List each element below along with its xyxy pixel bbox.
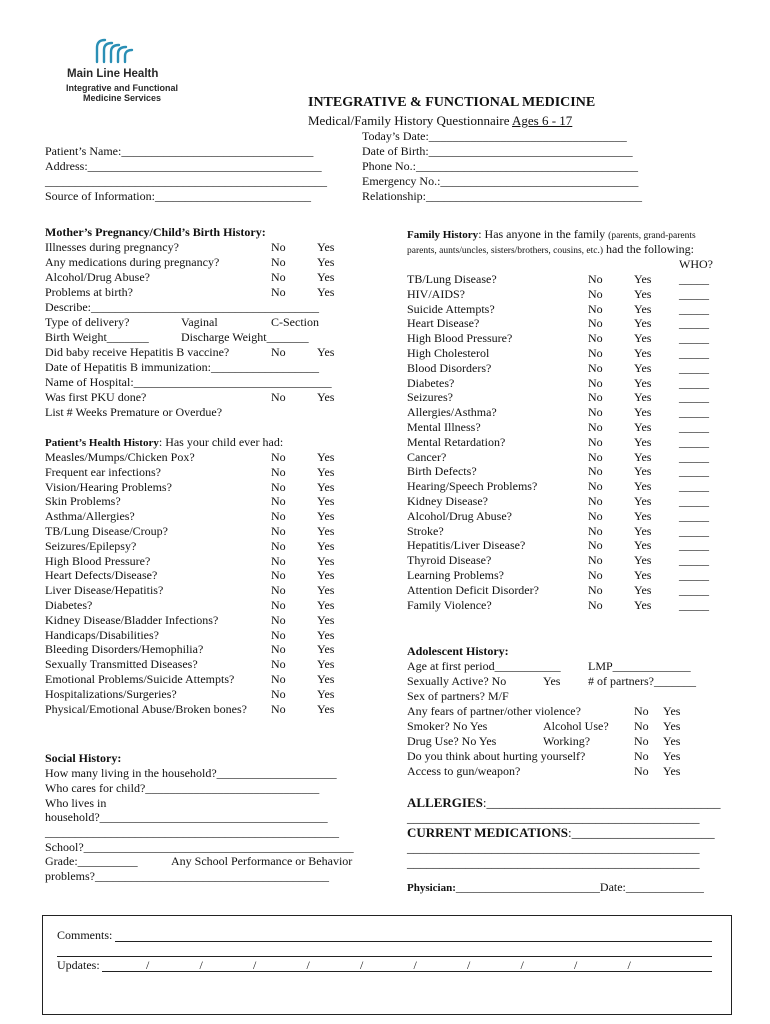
health-no-option[interactable]: No <box>271 553 286 568</box>
age-first-period-field[interactable]: Age at first period___________ <box>407 659 561 673</box>
family-who-field[interactable]: _____ <box>679 494 709 508</box>
updates-line[interactable] <box>102 971 712 972</box>
health-yes-option[interactable]: Yes <box>317 686 335 701</box>
health-no-option[interactable]: No <box>271 568 286 583</box>
family-question: Thyroid Disease? <box>407 553 492 568</box>
family-question: Kidney Disease? <box>407 494 488 508</box>
pregnancy-no-option[interactable]: No <box>271 270 286 284</box>
family-who-field[interactable]: _____ <box>679 272 709 286</box>
relationship-field[interactable]: Relationship:____________________________________ <box>362 189 642 203</box>
social-field[interactable]: Who cares for child?_____________________________ <box>45 780 320 795</box>
family-yes-option[interactable]: Yes <box>634 582 652 597</box>
family-who-field[interactable]: _____ <box>679 405 709 420</box>
family-question: Diabetes? <box>407 375 455 390</box>
fears-yes[interactable]: Yes <box>663 704 681 718</box>
family-yes-option[interactable]: Yes <box>634 597 652 612</box>
family-yes-option[interactable]: Yes <box>634 272 652 286</box>
health-yes-option[interactable]: Yes <box>317 612 335 627</box>
family-who-field[interactable]: _____ <box>679 553 709 568</box>
pregnancy-no-option[interactable]: No <box>271 285 286 299</box>
family-who-field[interactable]: _____ <box>679 360 709 375</box>
family-no-option[interactable]: No <box>588 346 603 360</box>
family-yes-option[interactable]: Yes <box>634 420 652 434</box>
family-who-field[interactable]: _____ <box>679 420 709 434</box>
family-yes-option[interactable]: Yes <box>634 568 652 582</box>
health-yes-option[interactable]: Yes <box>317 627 335 642</box>
hurting-question: Do you think about hurting yourself? <box>407 749 586 763</box>
hepb-date-field[interactable]: Date of Hepatitis B immunization:__________________ <box>45 360 319 374</box>
main-line-health-logo-icon <box>94 34 136 64</box>
family-no-option[interactable]: No <box>588 449 603 464</box>
health-question: Diabetes? <box>45 598 93 612</box>
hurting-no[interactable]: No <box>634 749 649 763</box>
health-no-option[interactable]: No <box>271 642 286 657</box>
birth-weight-field[interactable]: Birth Weight_______ <box>45 330 149 344</box>
health-question: Handicaps/Disabilities? <box>45 627 159 642</box>
family-no-option[interactable]: No <box>588 405 603 420</box>
lmp-field[interactable]: LMP_____________ <box>588 659 691 673</box>
update-date-slash: / <box>146 958 150 972</box>
health-no-option[interactable]: No <box>271 657 286 672</box>
fears-question: Any fears of partner/other violence? <box>407 704 581 718</box>
health-question: Hospitalizations/Surgeries? <box>45 686 177 701</box>
health-no-option[interactable]: No <box>271 686 286 701</box>
who-header: WHO? <box>679 257 713 271</box>
health-yes-option[interactable]: Yes <box>317 701 335 716</box>
logo-subtitle: Integrative and Functional Medicine Services <box>65 83 178 103</box>
family-no-option[interactable]: No <box>588 375 603 390</box>
family-who-field[interactable]: _____ <box>679 464 709 479</box>
family-no-option[interactable]: No <box>588 538 603 553</box>
family-no-option[interactable]: No <box>588 523 603 538</box>
family-who-field[interactable]: _____ <box>679 597 709 612</box>
health-yes-option[interactable]: Yes <box>317 479 335 494</box>
family-question: Learning Problems? <box>407 568 504 582</box>
family-heading: Family History: Has anyone in the family (parents, grand-parents <box>407 227 696 241</box>
social-heading: Social History: <box>45 751 122 765</box>
family-yes-option[interactable]: Yes <box>634 553 652 568</box>
family-no-option[interactable]: No <box>588 597 603 612</box>
family-yes-option[interactable]: Yes <box>634 523 652 538</box>
medications-line-2[interactable]: _____________________________________________ <box>407 840 700 855</box>
social-field[interactable]: household?______________________________________ <box>45 810 328 825</box>
working-yes[interactable]: Yes <box>663 734 681 748</box>
family-who-field[interactable]: _____ <box>679 523 709 538</box>
pregnancy-yes-option[interactable]: Yes <box>317 270 335 284</box>
describe-field[interactable]: Describe:______________________________________ <box>45 300 319 314</box>
health-question: Physical/Emotional Abuse/Broken bones? <box>45 701 247 716</box>
family-yes-option[interactable]: Yes <box>634 464 652 479</box>
family-question: Attention Deficit Disorder? <box>407 582 539 597</box>
date-of-birth-field[interactable]: Date of Birth:__________________________________ <box>362 144 633 158</box>
access-question: Access to gun/weapon? <box>407 764 521 778</box>
family-who-field[interactable]: _____ <box>679 449 709 464</box>
pregnancy-no-option[interactable]: No <box>271 240 286 254</box>
family-question: Family Violence? <box>407 597 492 612</box>
family-who-field[interactable]: _____ <box>679 508 709 523</box>
family-yes-option[interactable]: Yes <box>634 538 652 553</box>
family-question: TB/Lung Disease? <box>407 272 497 286</box>
family-yes-option[interactable]: Yes <box>634 375 652 390</box>
access-no[interactable]: No <box>634 764 649 778</box>
update-date-slash: / <box>253 958 257 972</box>
pku-no[interactable]: No <box>271 390 286 404</box>
family-question: Cancer? <box>407 449 447 464</box>
family-yes-option[interactable]: Yes <box>634 316 652 331</box>
family-question: Seizures? <box>407 390 453 405</box>
health-question: High Blood Pressure? <box>45 553 151 568</box>
family-no-option[interactable]: No <box>588 553 603 568</box>
health-no-option[interactable]: No <box>271 450 286 464</box>
family-no-option[interactable]: No <box>588 494 603 508</box>
update-date-slash: / <box>520 958 524 972</box>
pregnancy-question: Any medications during pregnancy? <box>45 255 220 269</box>
health-question: Bleeding Disorders/Hemophilia? <box>45 642 204 657</box>
health-no-option[interactable]: No <box>271 494 286 509</box>
smoker-question[interactable]: Smoker? No Yes <box>407 719 488 733</box>
performance-label: Any School Performance or Behavior <box>171 854 353 868</box>
family-question: Mental Illness? <box>407 420 481 434</box>
family-who-field[interactable]: _____ <box>679 538 709 553</box>
family-who-field[interactable]: _____ <box>679 331 709 346</box>
working-question: Working? <box>543 734 591 748</box>
family-question: Alcohol/Drug Abuse? <box>407 508 512 523</box>
allergies-field[interactable]: ALLERGIES:____________________________________ <box>407 795 721 810</box>
emergency-field[interactable]: Emergency No.:_________________________________ <box>362 174 639 188</box>
problems-field[interactable]: problems?_______________________________________ <box>45 869 329 883</box>
family-who-field[interactable]: _____ <box>679 316 709 331</box>
logo-name: Main Line Health <box>67 68 159 80</box>
health-yes-option[interactable]: Yes <box>317 672 335 686</box>
health-yes-option[interactable]: Yes <box>317 450 335 464</box>
family-no-option[interactable]: No <box>588 331 603 346</box>
family-question: High Cholesterol <box>407 346 490 360</box>
premature-question: List # Weeks Premature or Overdue? <box>45 405 223 419</box>
family-yes-option[interactable]: Yes <box>634 390 652 405</box>
sexually-active-question[interactable]: Sexually Active? No <box>407 674 507 688</box>
pregnancy-question: Problems at birth? <box>45 285 133 299</box>
health-yes-option[interactable]: Yes <box>317 524 335 538</box>
health-no-option[interactable]: No <box>271 524 286 538</box>
hepb-yes[interactable]: Yes <box>317 345 335 359</box>
family-yes-option[interactable]: Yes <box>634 405 652 420</box>
family-no-option[interactable]: No <box>588 390 603 405</box>
sexually-active-yes[interactable]: Yes <box>543 674 561 688</box>
alcohol-question: Alcohol Use? <box>543 719 609 733</box>
family-who-field[interactable]: _____ <box>679 286 709 301</box>
health-question: Sexually Transmitted Diseases? <box>45 657 198 672</box>
access-yes[interactable]: Yes <box>663 764 681 778</box>
address-field[interactable]: Address:_______________________________________ <box>45 159 322 173</box>
family-question: Hepatitis/Liver Disease? <box>407 538 526 553</box>
family-no-option[interactable]: No <box>588 360 603 375</box>
health-no-option[interactable]: No <box>271 598 286 612</box>
update-date-slash: / <box>199 958 203 972</box>
update-date-slash: / <box>627 958 631 972</box>
fears-no[interactable]: No <box>634 704 649 718</box>
health-yes-option[interactable]: Yes <box>317 583 335 598</box>
sex-of-partners[interactable]: Sex of partners? M/F <box>407 689 509 703</box>
health-no-option[interactable]: No <box>271 479 286 494</box>
physician-field[interactable]: Physician:________________________Date:_____________ <box>407 880 704 894</box>
alcohol-no[interactable]: No <box>634 719 649 733</box>
social-field[interactable]: Who lives in <box>45 795 107 810</box>
pku-yes[interactable]: Yes <box>317 390 335 404</box>
family-who-field[interactable]: _____ <box>679 390 709 405</box>
family-who-field[interactable]: _____ <box>679 375 709 390</box>
updates-label: Updates: <box>57 958 100 972</box>
health-yes-option[interactable]: Yes <box>317 568 335 583</box>
health-heading: Patient’s Health History: Has your child ever had: <box>45 435 284 449</box>
family-no-option[interactable]: No <box>588 434 603 449</box>
pregnancy-yes-option[interactable]: Yes <box>317 285 335 299</box>
working-no[interactable]: No <box>634 734 649 748</box>
family-who-field[interactable]: _____ <box>679 301 709 316</box>
family-question: Suicide Attempts? <box>407 301 495 316</box>
family-yes-option[interactable]: Yes <box>634 479 652 494</box>
pregnancy-question: Alcohol/Drug Abuse? <box>45 270 150 284</box>
health-yes-option[interactable]: Yes <box>317 642 335 657</box>
hepb-no[interactable]: No <box>271 345 286 359</box>
hurting-yes[interactable]: Yes <box>663 749 681 763</box>
family-question: Hearing/Speech Problems? <box>407 479 538 494</box>
health-yes-option[interactable]: Yes <box>317 598 335 612</box>
family-question: Heart Disease? <box>407 316 480 331</box>
family-no-option[interactable]: No <box>588 301 603 316</box>
pku-question: Was first PKU done? <box>45 390 147 404</box>
health-no-option[interactable]: No <box>271 509 286 524</box>
family-question: HIV/AIDS? <box>407 286 465 301</box>
health-no-option[interactable]: No <box>271 583 286 598</box>
todays-date-field[interactable]: Today’s Date:_________________________________ <box>362 129 627 143</box>
family-no-option[interactable]: No <box>588 420 603 434</box>
comments-line-2[interactable] <box>57 956 712 957</box>
update-date-slash: / <box>467 958 471 972</box>
family-no-option[interactable]: No <box>588 316 603 331</box>
health-yes-option[interactable]: Yes <box>317 538 335 553</box>
hospital-field[interactable]: Name of Hospital:_________________________________ <box>45 375 332 389</box>
family-question: High Blood Pressure? <box>407 331 513 346</box>
comments-label: Comments: <box>57 928 113 942</box>
health-question: TB/Lung Disease/Croup? <box>45 524 168 538</box>
address-field-2[interactable]: _______________________________________________ <box>45 174 327 188</box>
pregnancy-heading: Mother’s Pregnancy/Child’s Birth History: <box>45 225 266 239</box>
family-question: Blood Disorders? <box>407 360 492 375</box>
allergies-line-2[interactable]: _____________________________________________ <box>407 810 700 825</box>
patient-name-field[interactable]: Patient’s Name:________________________________ <box>45 144 314 158</box>
health-question: Measles/Mumps/Chicken Pox? <box>45 450 195 464</box>
family-yes-option[interactable]: Yes <box>634 434 652 449</box>
family-question: Stroke? <box>407 523 444 538</box>
health-question: Asthma/Allergies? <box>45 509 135 524</box>
family-no-option[interactable]: No <box>588 286 603 301</box>
page-title: INTEGRATIVE & FUNCTIONAL MEDICINE <box>308 95 596 110</box>
family-who-field[interactable]: _____ <box>679 479 709 494</box>
source-of-information-field[interactable]: Source of Information:__________________________ <box>45 189 311 203</box>
family-who-field[interactable]: _____ <box>679 582 709 597</box>
family-who-field[interactable]: _____ <box>679 346 709 360</box>
pregnancy-yes-option[interactable]: Yes <box>317 240 335 254</box>
health-yes-option[interactable]: Yes <box>317 553 335 568</box>
discharge-weight-field[interactable]: Discharge Weight_______ <box>181 330 309 344</box>
medications-field[interactable]: CURRENT MEDICATIONS:______________________ <box>407 825 715 840</box>
family-yes-option[interactable]: Yes <box>634 360 652 375</box>
phone-field[interactable]: Phone No.:_____________________________________ <box>362 159 638 173</box>
page-subtitle: Medical/Family History Questionnaire Ages 6 - 17 <box>308 113 573 128</box>
health-yes-option[interactable]: Yes <box>317 509 335 524</box>
pregnancy-yes-option[interactable]: Yes <box>317 255 335 269</box>
update-date-slash: / <box>306 958 310 972</box>
health-question: Skin Problems? <box>45 494 121 509</box>
family-yes-option[interactable]: Yes <box>634 494 652 508</box>
health-no-option[interactable]: No <box>271 538 286 553</box>
health-question: Kidney Disease/Bladder Infections? <box>45 612 219 627</box>
vaginal-option[interactable]: Vaginal <box>181 315 218 329</box>
family-question: Mental Retardation? <box>407 434 506 449</box>
health-no-option[interactable]: No <box>271 701 286 716</box>
comments-line[interactable] <box>115 941 712 942</box>
family-who-field[interactable]: _____ <box>679 568 709 582</box>
health-yes-option[interactable]: Yes <box>317 464 335 479</box>
family-no-option[interactable]: No <box>588 464 603 479</box>
csection-option[interactable]: C-Section <box>271 315 319 329</box>
family-question: Birth Defects? <box>407 464 477 479</box>
health-no-option[interactable]: No <box>271 612 286 627</box>
adolescent-heading: Adolescent History: <box>407 644 509 658</box>
family-no-option[interactable]: No <box>588 479 603 494</box>
health-no-option[interactable]: No <box>271 464 286 479</box>
health-question: Emotional Problems/Suicide Attempts? <box>45 672 235 686</box>
medications-line-3[interactable]: _____________________________________________ <box>407 855 700 870</box>
family-heading-2: parents, aunts/uncles, sisters/brothers, cousins, etc.) had the following: <box>407 242 695 256</box>
health-question: Heart Defects/Disease? <box>45 568 158 583</box>
health-question: Vision/Hearing Problems? <box>45 479 172 494</box>
health-no-option[interactable]: No <box>271 627 286 642</box>
pregnancy-no-option[interactable]: No <box>271 255 286 269</box>
family-yes-option[interactable]: Yes <box>634 331 652 346</box>
delivery-label: Type of delivery? <box>45 315 130 329</box>
family-yes-option[interactable]: Yes <box>634 346 652 360</box>
update-date-slash: / <box>413 958 417 972</box>
alcohol-yes[interactable]: Yes <box>663 719 681 733</box>
family-no-option[interactable]: No <box>588 568 603 582</box>
health-yes-option[interactable]: Yes <box>317 494 335 509</box>
family-no-option[interactable]: No <box>588 508 603 523</box>
health-no-option[interactable]: No <box>271 672 286 686</box>
drug-question[interactable]: Drug Use? No Yes <box>407 734 497 748</box>
family-yes-option[interactable]: Yes <box>634 449 652 464</box>
grade-field[interactable]: Grade:__________ <box>45 854 138 868</box>
family-who-field[interactable]: _____ <box>679 434 709 449</box>
partners-field[interactable]: # of partners?_______ <box>588 674 696 688</box>
family-yes-option[interactable]: Yes <box>634 301 652 316</box>
social-field[interactable]: _________________________________________________ <box>45 825 339 840</box>
family-yes-option[interactable]: Yes <box>634 286 652 301</box>
family-no-option[interactable]: No <box>588 272 603 286</box>
family-yes-option[interactable]: Yes <box>634 508 652 523</box>
social-field[interactable]: How many living in the household?____________________ <box>45 766 337 780</box>
family-question: Allergies/Asthma? <box>407 405 497 420</box>
hepb-question: Did baby receive Hepatitis B vaccine? <box>45 345 230 359</box>
social-field[interactable]: School?_____________________________________________ <box>45 840 354 854</box>
family-no-option[interactable]: No <box>588 582 603 597</box>
health-question: Frequent ear infections? <box>45 464 161 479</box>
pregnancy-question: Illnesses during pregnancy? <box>45 240 179 254</box>
health-question: Liver Disease/Hepatitis? <box>45 583 164 598</box>
update-date-slash: / <box>574 958 578 972</box>
update-date-slash: / <box>360 958 364 972</box>
health-question: Seizures/Epilepsy? <box>45 538 137 553</box>
health-yes-option[interactable]: Yes <box>317 657 335 672</box>
